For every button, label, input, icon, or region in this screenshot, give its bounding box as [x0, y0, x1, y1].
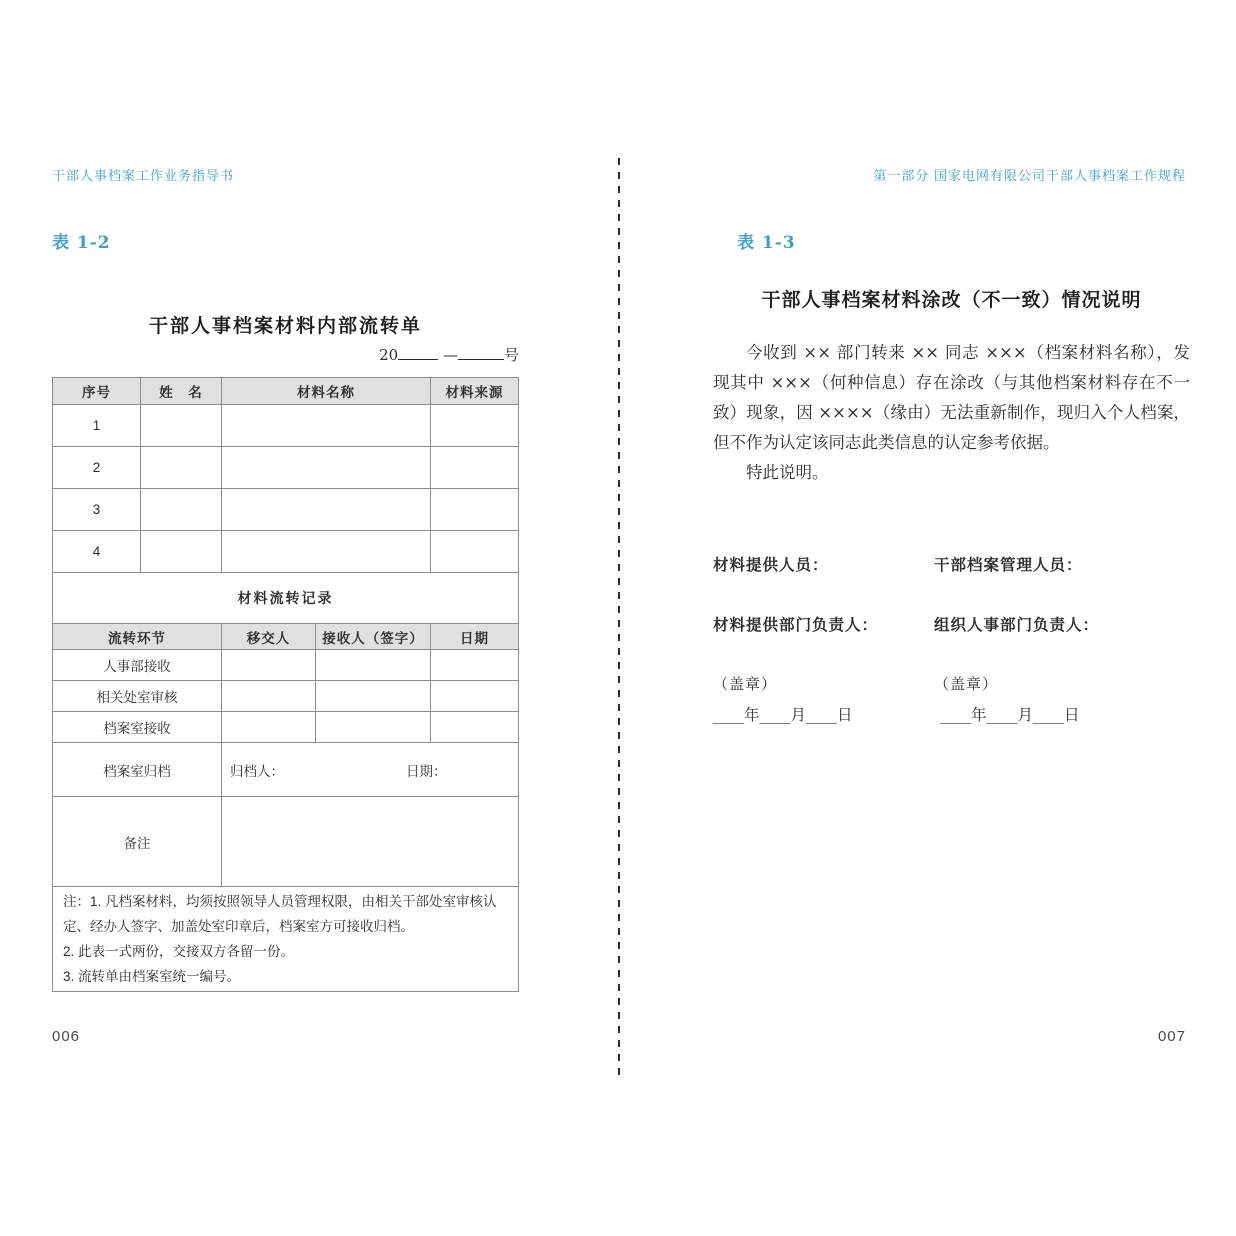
- col-header-transferor: 移交人: [222, 624, 316, 649]
- filer-label: 归档人：: [230, 763, 284, 779]
- flow-step-label: 档案室接收: [53, 712, 222, 742]
- provider-dept-head-label: 材料提供部门负责人：: [713, 615, 879, 634]
- date-line-left: ____年____月____日: [713, 706, 853, 724]
- right-running-head: 第一部分 国家电网有限公司干部人事档案工作规程: [873, 168, 1186, 183]
- doc-number-suffix: 号: [503, 346, 519, 364]
- left-running-head: 干部人事档案工作业务指导书: [52, 168, 235, 183]
- flow-row-office-review: [53, 681, 518, 712]
- col-header-material-name: 材料名称: [222, 378, 431, 404]
- statement-body: [713, 338, 1190, 488]
- hr-dept-head-label: 组织人事部门负责人：: [934, 615, 1100, 634]
- seal-label-right: （盖章）: [934, 675, 999, 693]
- seal-label-left: （盖章）: [713, 675, 778, 693]
- material-provider-label: 材料提供人员：: [713, 555, 829, 574]
- col-header-flow-step: 流转环节: [53, 624, 222, 649]
- right-table-label: 表 1-3: [737, 233, 796, 253]
- transferor-cell-blank: [222, 712, 316, 742]
- material-source-cell-blank: [431, 447, 518, 488]
- remark-cell-blank: [222, 797, 518, 886]
- archive-filing-cell: [222, 743, 518, 796]
- serial-cell: 1: [53, 405, 141, 446]
- note-line-2: 2. 此表一式两份，交接双方各留一份。: [63, 944, 295, 959]
- note-line-1: 注：1. 凡档案材料，均须按照领导人员管理权限，由相关干部处室审核认定、经办人签字、加盖处室印章后，档案室方可接收归档。: [63, 894, 497, 934]
- name-cell-blank: [141, 405, 222, 446]
- material-source-cell-blank: [431, 531, 518, 572]
- date-cell-blank: [431, 650, 518, 680]
- flow-step-label: 档案室归档: [53, 743, 222, 796]
- left-page-number: 006: [52, 1028, 81, 1045]
- flow-row-archive-receive: [53, 712, 518, 743]
- name-cell-blank: [141, 489, 222, 530]
- transferor-cell-blank: [222, 681, 316, 711]
- material-name-cell-blank: [222, 531, 431, 572]
- flow-record-title: 材料流转记录: [237, 590, 334, 606]
- filing-date-label: 日期：: [406, 763, 447, 779]
- serial-cell: 4: [53, 531, 141, 572]
- name-cell-blank: [141, 447, 222, 488]
- receiver-cell-blank: [316, 681, 431, 711]
- material-name-cell-blank: [222, 489, 431, 530]
- flow-record-title-row: [53, 573, 518, 624]
- material-flow-table: [52, 377, 519, 992]
- material-row-1: [53, 405, 518, 447]
- left-table-label: 表 1-2: [52, 233, 111, 253]
- receiver-cell-blank: [316, 712, 431, 742]
- page-fold-dashed-line: [618, 158, 620, 1076]
- col-header-serial: 序号: [53, 378, 141, 404]
- material-source-cell-blank: [431, 405, 518, 446]
- flow-step-label: 人事部接收: [53, 650, 222, 680]
- doc-number-prefix: 20: [379, 346, 399, 364]
- statement-closing: 特此说明。: [746, 463, 829, 482]
- signature-row-1: [713, 553, 1190, 575]
- serial-cell: 3: [53, 489, 141, 530]
- right-page-number: 007: [1157, 1028, 1186, 1045]
- flow-step-label: 相关处室审核: [53, 681, 222, 711]
- statement-paragraph: 今收到 ×× 部门转来 ×× 同志 ×××（档案材料名称），发现其中 ×××（何种信息）存在涂改（与其他档案材料存在不一致）现象，因 ××××（缘由）无法重新制作，现归入个人档案，但不作为认定该同志此类信息的认定参考依据。: [713, 343, 1190, 452]
- material-row-4: [53, 531, 518, 573]
- remark-label: 备注: [53, 797, 222, 886]
- col-header-receiver-signature: 接收人（签字）: [316, 624, 431, 649]
- serial-cell: 2: [53, 447, 141, 488]
- remark-row: [53, 797, 518, 887]
- material-row-3: [53, 489, 518, 531]
- date-line-right: ____年____月____日: [940, 706, 1080, 724]
- material-row-2: [53, 447, 518, 489]
- form-title: 干部人事档案材料内部流转单: [148, 316, 422, 337]
- doc-number-blank-1: [398, 345, 438, 360]
- flow-row-hr-receive: [53, 650, 518, 681]
- col-header-date: 日期: [431, 624, 518, 649]
- signature-row-2: [713, 613, 1190, 635]
- notes-row: [53, 887, 518, 991]
- statement-title: 干部人事档案材料涂改（不一致）情况说明: [761, 290, 1142, 311]
- note-line-3: 3. 流转单由档案室统一编号。: [63, 969, 241, 984]
- transferor-cell-blank: [222, 650, 316, 680]
- doc-number-dash: —: [442, 346, 458, 364]
- date-cell-blank: [431, 712, 518, 742]
- material-table-header-row: [53, 378, 518, 405]
- doc-number-line: [52, 344, 519, 365]
- date-cell-blank: [431, 681, 518, 711]
- col-header-name: 姓 名: [141, 378, 222, 404]
- material-name-cell-blank: [222, 447, 431, 488]
- flow-table-header-row: [53, 624, 518, 650]
- notes-cell: [53, 887, 518, 991]
- receiver-cell-blank: [316, 650, 431, 680]
- flow-row-archive-filing: [53, 743, 518, 797]
- material-name-cell-blank: [222, 405, 431, 446]
- doc-number-blank-2: [458, 345, 504, 360]
- name-cell-blank: [141, 531, 222, 572]
- material-source-cell-blank: [431, 489, 518, 530]
- archive-manager-label: 干部档案管理人员：: [934, 555, 1083, 574]
- col-header-material-source: 材料来源: [431, 378, 518, 404]
